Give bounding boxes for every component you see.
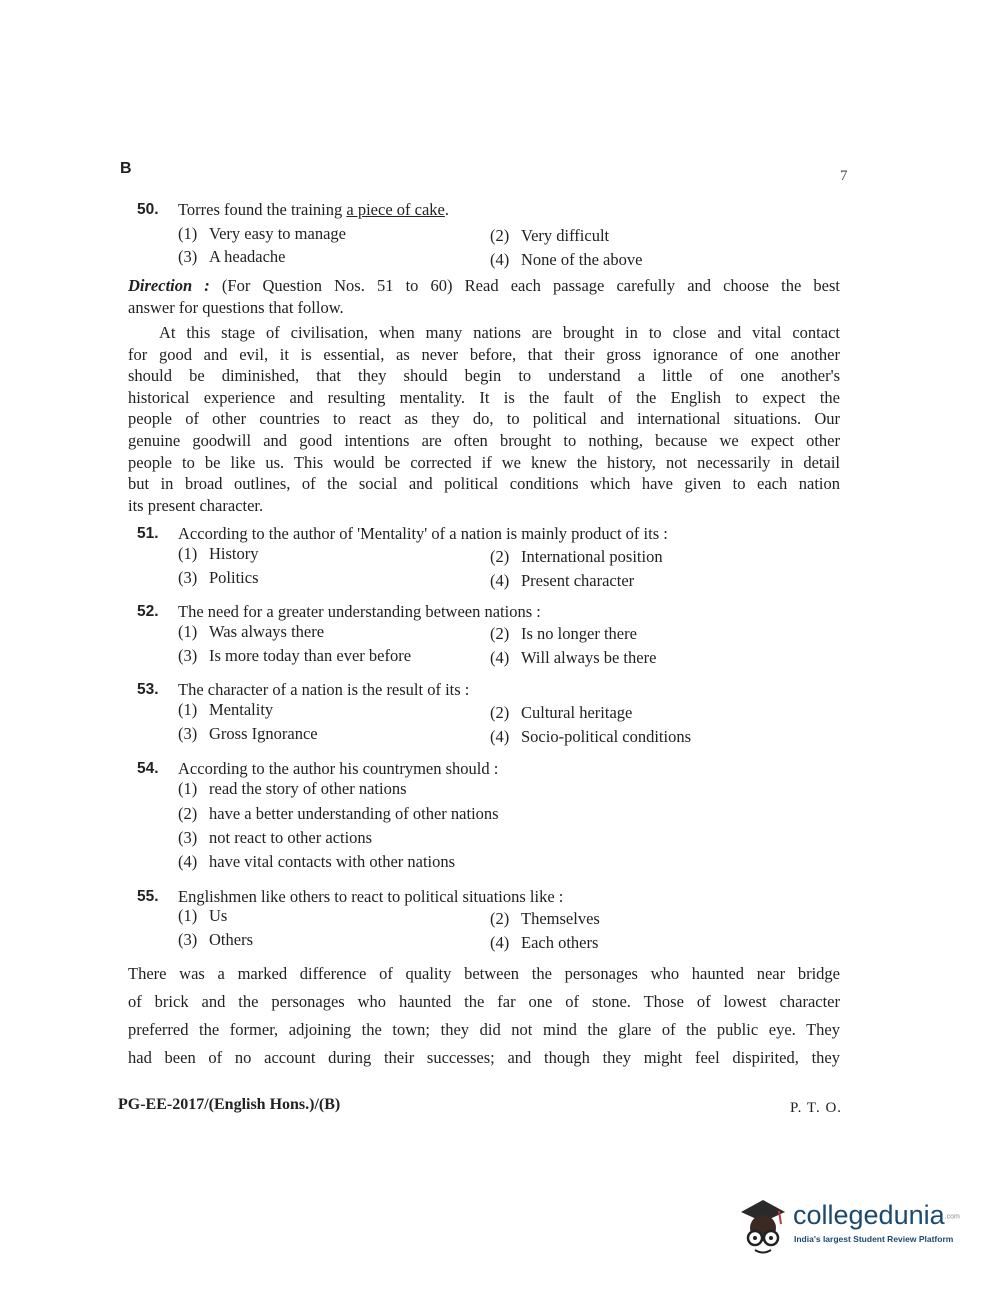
option: (3) Is more today than ever before — [178, 646, 412, 665]
pto-label: P. T. O. — [790, 1100, 843, 1116]
option: (1) History — [178, 544, 259, 563]
question-text-part: . — [444, 200, 449, 219]
passage-line: but in broad outlines, of the social and political conditions which have given to each nation — [128, 474, 840, 494]
question-text: The need for a greater understanding between nations : — [178, 602, 541, 621]
option: (2) Cultural heritage — [490, 703, 633, 722]
question-text: The character of a nation is the result of its : — [178, 680, 470, 699]
question-text-part: Torres found the training — [178, 200, 347, 219]
question-54 — [137, 757, 857, 875]
series-label: B — [120, 160, 132, 177]
question-number: 54. — [137, 760, 159, 777]
passage-line: historical experience and resulting mentality. It is the fault of the English to expect the — [128, 387, 840, 407]
direction-text: (For Question Nos. 51 to 60) Read each passage carefully and choose the best — [209, 276, 840, 295]
passage-line: There was a marked difference of quality between the personages who haunted near bridge — [128, 964, 840, 983]
logo-suffix: .com — [944, 1213, 960, 1221]
option: (3) not react to other actions — [178, 828, 373, 847]
question-number: 53. — [137, 681, 159, 698]
passage-line: people of other countries to react as they do, to political and international situations. Our — [128, 409, 840, 429]
option: (2) Very difficult — [490, 226, 610, 245]
direction-label: Direction : — [128, 276, 210, 295]
option: (1) Was always there — [178, 622, 325, 641]
question-number: 50. — [137, 201, 159, 218]
paper-code: PG-EE-2017/(English Hons.)/(B) — [118, 1096, 341, 1113]
option: (4) None of the above — [490, 250, 643, 269]
question-number: 55. — [137, 888, 159, 905]
underlined-phrase: a piece of cake — [346, 200, 445, 219]
passage-line: for good and evil, it is essential, as never before, that their gross ignorance of one another — [128, 344, 840, 364]
passage-line: had been of no account during their successes; and though they might feel dispirited, they — [128, 1048, 840, 1067]
logo-tagline: India's largest Student Review Platform — [794, 1234, 954, 1244]
option: (4) Each others — [490, 933, 599, 952]
option: (4) Present character — [490, 571, 635, 590]
question-51 — [137, 522, 857, 592]
passage-line: At this stage of civilisation, when many nations are brought in to close and vital contact — [159, 323, 840, 342]
question-text: According to the author of 'Mentality' of a nation is mainly product of its : — [178, 524, 668, 543]
question-number: 51. — [137, 525, 159, 542]
option: (3) Others — [178, 930, 253, 949]
passage-line: genuine goodwill and good intentions are often brought to nothing, because we expect other — [128, 430, 840, 450]
passage-line: of brick and the personages who haunted the far one of stone. Those of lowest character — [128, 992, 840, 1011]
question-text: According to the author his countrymen should : — [178, 759, 499, 778]
option: (1) Mentality — [178, 700, 274, 719]
question-text: Englishmen like others to react to political situations like : — [178, 887, 564, 906]
option: (3) Politics — [178, 568, 259, 587]
option: (2) Is no longer there — [490, 624, 637, 643]
passage-line: preferred the former, adjoining the town; they did not mind the glare of the public eye. They — [128, 1020, 840, 1039]
question-52 — [137, 600, 857, 670]
option: (3) Gross Ignorance — [178, 724, 318, 743]
passage-1 — [128, 322, 840, 516]
option: (2) Themselves — [490, 909, 600, 928]
direction — [128, 275, 840, 319]
passage-line: its present character. — [128, 495, 264, 515]
question-53 — [137, 678, 857, 748]
option: (1) Very easy to manage — [178, 224, 346, 243]
question-55 — [137, 885, 857, 955]
mascot-icon — [735, 1198, 793, 1256]
logo-wordmark: collegedunia.com — [793, 1200, 960, 1230]
passage-line: should be diminished, that they should begin to understand a little of one another's — [128, 366, 840, 386]
question-text — [178, 198, 449, 222]
option: (1) Us — [178, 906, 228, 925]
passage-line: people to be like us. This would be corrected if we knew the history, not necessarily in detail — [128, 452, 840, 472]
page-number: 7 — [840, 168, 848, 184]
option: (1) read the story of other nations — [178, 779, 407, 798]
option: (2) International position — [490, 547, 663, 566]
collegedunia-logo — [735, 1198, 965, 1258]
option: (2) have a better understanding of other nations — [178, 804, 499, 823]
question-number: 52. — [137, 603, 159, 620]
option: (4) have vital contacts with other nations — [178, 852, 456, 871]
option: (3) A headache — [178, 247, 286, 266]
direction-text: answer for questions that follow. — [128, 298, 344, 317]
option: (4) Will always be there — [490, 648, 657, 667]
passage-2 — [128, 960, 840, 1072]
option: (4) Socio-political conditions — [490, 727, 692, 746]
question-50 — [137, 198, 857, 270]
